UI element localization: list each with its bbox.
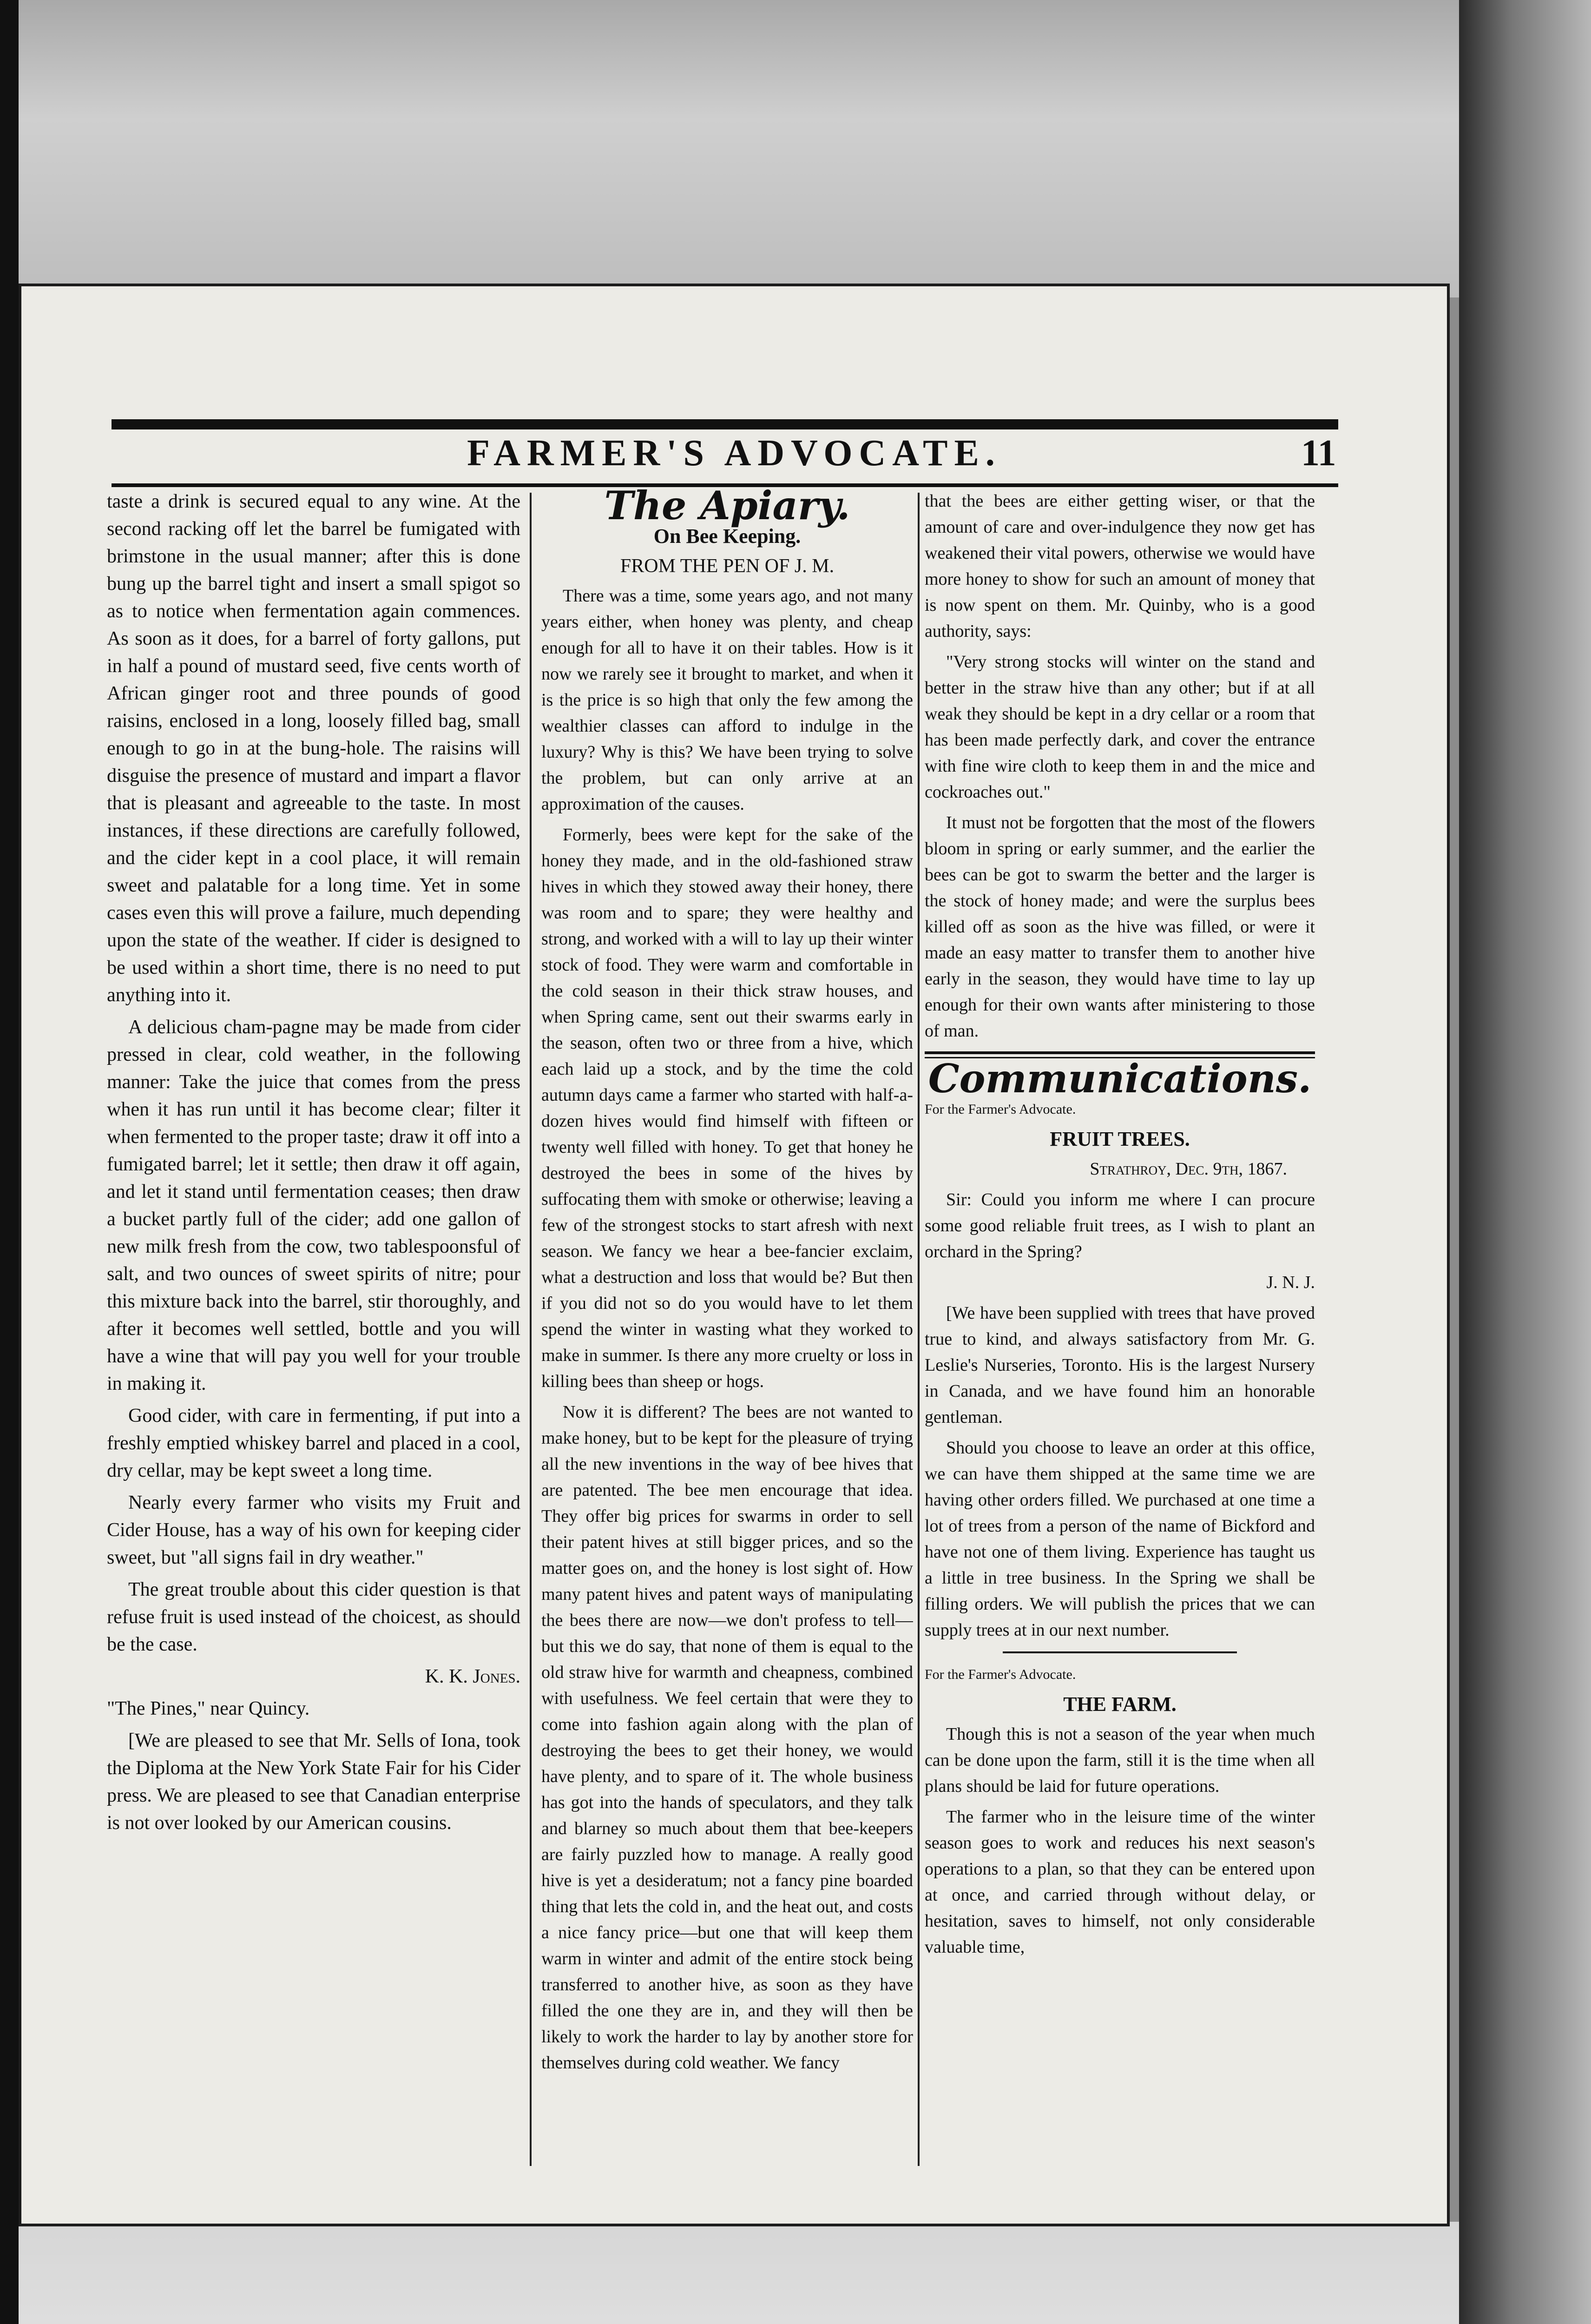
byline: FROM THE PEN OF J. M. — [620, 555, 835, 577]
paragraph: Now it is different? The bees are not wanted to make honey, but to be kept for the pleasure of trying all the new inventions in the way of bee hives that are patented. The bee men encourage that idea. They offer big prices for swarms in order to sell their patent hives at still bigger prices, and so the matter goes on, and the honey is lost sight of. How many patent hives and patent ways of manipulating the bees there are now—we don't profess to tell—but this we do say, that none of them is equal to the old straw hive for warmth and cheapness, combined with usefulness. We feel certain that were they to come into fashion again along with the plan of destroying the bees to get their honey, we would have plenty, and to spare of it. The whole business has got into the hands of speculators, and they talk and blarney so much about them that bee-keepers are fairly puzzled how to manage. A really good hive is yet a desideratum; not a fancy pine boarded thing that lets the cold in, and the heat out, and costs a nice fancy price—but one that will keep them warm in winter and admit of the entire stock being transferred to another hive, as soon as they have filled the one they are in, and they will then be likely to work the harder to lay by another store for themselves during cold weather. We fancy — [541, 1402, 913, 2073]
reply-paragraph: Should you choose to leave an order at this office, we can have them shipped at the same time we are having other orders filled. We purchased at one time a lot of trees from a person of the name of Bickford and have not one of them living. Experience has taught us a little in tree business. In the Spring we shall be filling orders. We will publish the prices that we can supply trees at in our next number. — [925, 1438, 1315, 1640]
letter-signature: J. N. J. — [1266, 1273, 1315, 1292]
paragraph: There was a time, some years ago, and not many years either, when honey was plenty, and cheap enough for all to have it on their tables. How is it now we rarely see it brought to market, and when it is the price is so high that only the few among the wealthier classes can afford to indulge in the luxury? Why is this? We have been trying to solve the problem, but can only arrive at an approximation of the causes. — [541, 586, 913, 814]
ornamental-divider — [1003, 1651, 1237, 1653]
paragraph: A delicious cham-pagne may be made from cider pressed in clear, cold weather, in the following manner: Take the juice that comes from the press when it has run until it has become clear; filter it when fermented to the proper taste; draw it off into a fumigated barrel; let it settle; then draw it off again, and let it stand until fermentation ceases; then draw a bucket partly full of the cider; add one gallon of new milk fresh from the cow, two tablespoonsful of salt, and two ounces of sweet spirits of nitre; pour this mixture back into the barrel, stir thoroughly, and after it becomes well settled, bottle and you will have a wine that will pay you well for your trouble in making it. — [107, 1017, 520, 1394]
fruit-trees-title: FRUIT TREES. — [1050, 1128, 1190, 1150]
column-divider-2 — [918, 493, 920, 2166]
column-divider-1 — [530, 493, 532, 2166]
column-communications — [925, 488, 1315, 2189]
masthead-rule-bottom — [112, 483, 1338, 487]
scan-right-edge — [1459, 0, 1591, 2324]
paragraph: Nearly every farmer who visits my Fruit and Cider House, has a way of his own for keeping cider sweet, but "all signs fail in dry weather." — [107, 1492, 520, 1568]
author-signature: K. K. Jones. — [425, 1666, 520, 1687]
masthead-title: FARMER'S ADVOCATE. — [467, 433, 1001, 474]
section-title-communications: Communications. — [928, 1056, 1312, 1102]
quote-paragraph: "Very strong stocks will winter on the stand and better in the straw hive than any other; but if at all weak they should be kept in a dry cellar or a room that has been made perfectly dark, and cover the entrance with fine wire cloth to keep them in and the mice and cockroaches out." — [925, 652, 1315, 802]
author-place: "The Pines," near Quincy. — [107, 1698, 310, 1719]
the-farm-title: THE FARM. — [1063, 1693, 1177, 1716]
paragraph: Though this is not a season of the year when much can be done upon the farm, still it is the time when all plans should be laid for future operations. — [925, 1724, 1315, 1796]
scan-background-bottom — [0, 2222, 1591, 2324]
for-line: For the Farmer's Advocate. — [925, 1102, 1076, 1117]
column-cider — [107, 488, 520, 2189]
paragraph: The great trouble about this cider question is that refuse fruit is used instead of the choicest, as should be the case. — [107, 1579, 520, 1655]
paragraph: It must not be forgotten that the most of the flowers bloom in spring or early summer, and the earlier the bees can be got to swarm the better and the larger is the stock of honey made; and were the surplus bees killed off as soon as the hive was filled, or were it made an easy matter to transfer them to another hive early in the season, they would have time to lay up enough for their own wants after ministering to those of man. — [925, 813, 1315, 1041]
section-title-apiary: The Apiary. — [604, 488, 850, 528]
for-line: For the Farmer's Advocate. — [925, 1667, 1076, 1682]
scan-left-edge — [0, 0, 19, 2324]
masthead-rule-top — [112, 419, 1338, 429]
page-number: 11 — [1301, 433, 1336, 474]
paragraph: Formerly, bees were kept for the sake of the honey they made, and in the old-fashioned straw hives in which they stowed away their honey, there was room and to spare; they were healthy and strong, and worked with a will to lay up their winter stock of food. They were warm and comfortable in the cold season in their thick straw houses, and when Spring came, sent out their swarms early in the season, often two or three from a hive, which each laid up a stock, and by the time the cold autumn days came a farmer who started with half-a-dozen hives would find himself with fifteen or twenty well filled with honey. To get that honey he destroyed the bees in some of the hives by suffocating them with smoke or otherwise; leaving a few of the strongest stocks to start afresh with next season. We fancy we hear a bee-fancier exclaim, what a destruction and loss that would be? But then if you did not so do you would have to let them spend the winter in wasting what they worked to make in summer. Is there any more cruelty or loss in killing bees than sheep or hogs. — [541, 825, 913, 1391]
editor-note: [We are pleased to see that Mr. Sells of Iona, took the Diploma at the New York State Fair for his Cider press. We are pleased to see that Canadian enterprise is not over looked by our American cousins. — [107, 1730, 520, 1834]
letter-text: Sir: Could you inform me where I can procure some good reliable fruit trees, as I wish to plant an orchard in the Spring? — [925, 1190, 1315, 1261]
paragraph: Good cider, with care in fermenting, if put into a freshly emptied whiskey barrel and placed in a cool, dry cellar, may be kept sweet a long time. — [107, 1405, 520, 1481]
newspaper-page — [19, 284, 1450, 2226]
paragraph: The farmer who in the leisure time of the winter season goes to work and reduces his next season's operations to a plan, so that they can be entered upon at once, and carried through without delay, or hesitation, saves to himself, not only considerable valuable time, — [925, 1807, 1315, 1957]
paragraph: taste a drink is secured equal to any wine. At the second racking off let the barrel be fumigated with brimstone in the usual manner; after this is done bung up the barrel tight and insert a small spigot so as to notice when fermentation again commences. As soon as it does, for a barrel of forty gallons, put in half a pound of mustard seed, five cents worth of African ginger root and three pounds of good raisins, enclosed in a long, loosely filled bag, small enough to go in at the bung-hole. The raisins will disguise the presence of mustard and impart a flavor that is pleasant and agreeable to the taste. In most instances, if these directions are carefully followed, and the cider kept in a cool place, it will remain sweet and palatable for a long time. Yet in some cases even this will prove a failure, much depending upon the state of the weather. If cider is designed to be used within a short time, there is no need to put anything into it. — [107, 491, 520, 1006]
dateline: Strathroy, Dec. 9th, 1867. — [1090, 1159, 1287, 1179]
paragraph: that the bees are either getting wiser, or that the amount of care and over-indulgence they now get has weakened their vital powers, otherwise we would have more honey to show for such an amount of money that is now spent on them. Mr. Quinby, who is a good authority, says: — [925, 491, 1315, 641]
article-title: On Bee Keeping. — [653, 525, 801, 548]
column-apiary — [541, 488, 913, 2189]
scan-background-top — [0, 0, 1591, 297]
reply-paragraph: [We have been supplied with trees that have proved true to kind, and always satisfactory from Mr. G. Leslie's Nurseries, Toronto. His is the largest Nursery in Canada, and we have found him an honorable gentleman. — [925, 1303, 1315, 1427]
